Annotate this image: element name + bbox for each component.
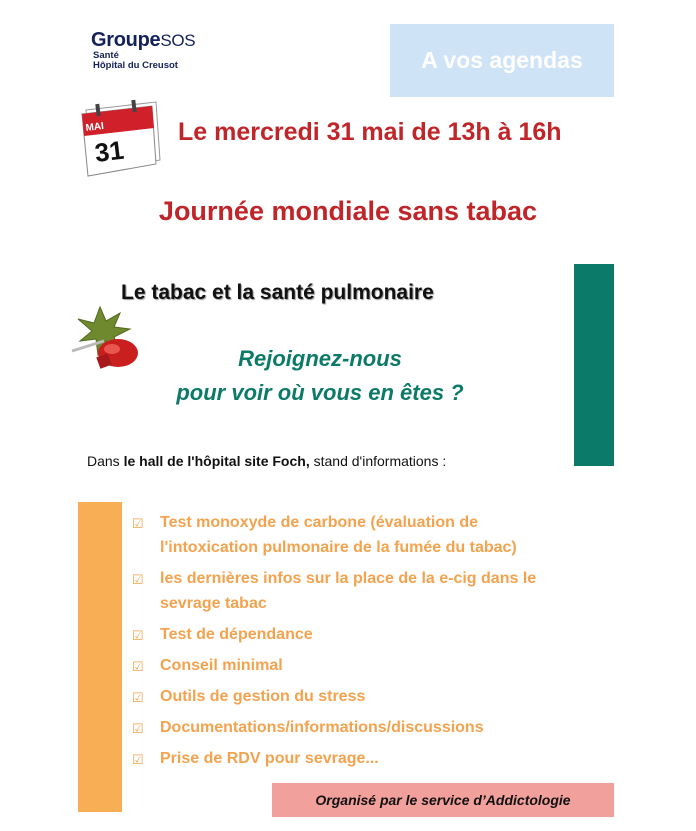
checkbox-icon: ☑ xyxy=(132,516,144,531)
list-item: ☑ Documentations/informations/discussions xyxy=(132,715,572,740)
calendar-month: MAI xyxy=(85,120,105,134)
checkbox-icon: ☑ xyxy=(132,628,144,643)
logo-line-sante: Santé xyxy=(93,50,119,61)
location-text: Dans le hall de l'hôpital site Foch, stand d'informations : xyxy=(87,453,447,469)
calendar-icon xyxy=(76,98,162,180)
list-item: ☑ Prise de RDV pour sevrage... xyxy=(132,746,572,771)
calendar-day: 31 xyxy=(93,134,126,168)
list-item: ☑ Test monoxyde de carbone (évaluation de l'intoxication pulmonaire de la fumée du tabac) xyxy=(132,510,572,560)
checkbox-icon: ☑ xyxy=(132,572,144,587)
event-date: Le mercredi 31 mai de 13h à 16h xyxy=(178,118,562,146)
list-item: ☑ Outils de gestion du stress xyxy=(132,684,572,709)
checkbox-icon: ☑ xyxy=(132,690,144,705)
join-message xyxy=(0,342,640,410)
agenda-banner xyxy=(390,24,614,97)
join-line-2: pour voir où vous en êtes ? xyxy=(176,380,464,405)
agenda-label: A vos agendas xyxy=(421,47,583,73)
logo-brand: GroupeSOS xyxy=(91,29,196,51)
orange-accent-bar xyxy=(78,502,122,812)
join-line-1: Rejoignez-nous xyxy=(238,346,402,371)
list-item: ☑ les dernières infos sur la place de la e-cig dans le sevrage tabac xyxy=(132,566,572,616)
organizer-banner xyxy=(272,783,614,817)
groupe-sos-logo xyxy=(91,30,195,71)
subtitle: Le tabac et la santé pulmonaire xyxy=(121,281,434,304)
activities-list xyxy=(132,510,572,777)
organizer-text: Organisé par le service d’Addictologie xyxy=(315,792,571,808)
list-item: ☑ Test de dépendance xyxy=(132,622,572,647)
logo-line-hospital: Hôpital du Creusot xyxy=(93,60,178,71)
main-title: Journée mondiale sans tabac xyxy=(158,196,538,226)
checkbox-icon: ☑ xyxy=(132,659,144,674)
checkbox-icon: ☑ xyxy=(132,721,144,736)
list-item: ☑ Conseil minimal xyxy=(132,653,572,678)
location-place: le hall de l'hôpital site Foch, xyxy=(123,453,310,469)
checkbox-icon: ☑ xyxy=(132,752,144,767)
